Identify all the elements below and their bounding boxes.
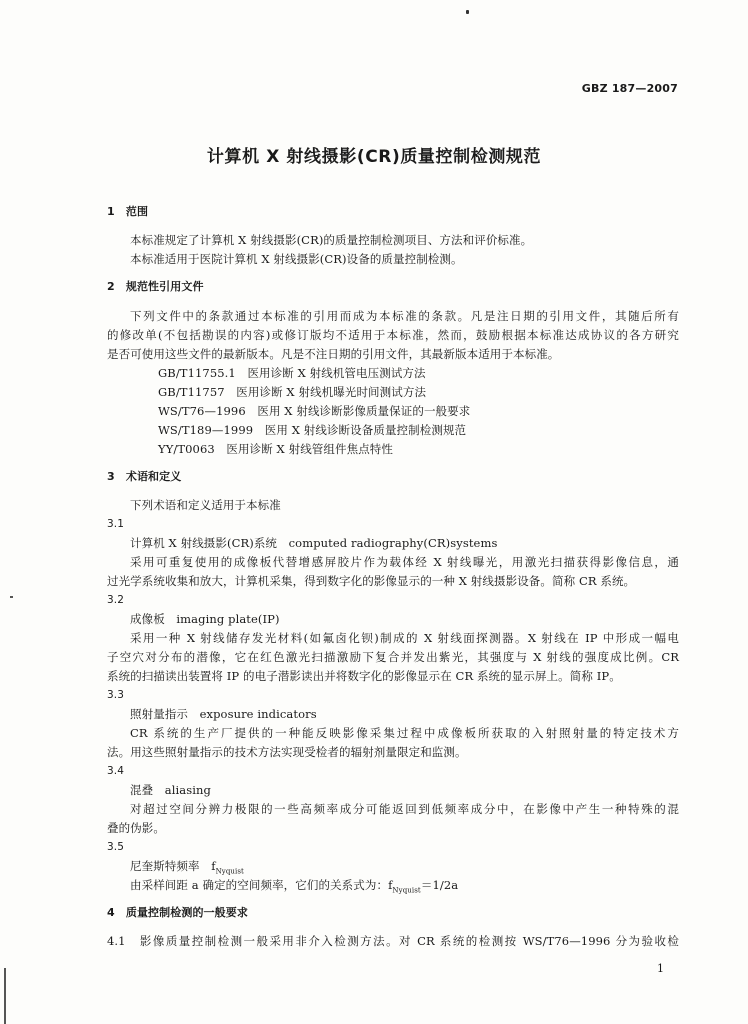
scan-artifact-dot xyxy=(466,10,469,14)
reference-item: GB/T11757 医用诊断 X 射线机曝光时间测试方法 xyxy=(158,385,427,399)
document-title: 计算机 X 射线摄影(CR)质量控制检测规范 xyxy=(206,147,542,167)
term-title: 混叠 aliasing xyxy=(130,783,212,797)
reference-item: GB/T11755.1 医用诊断 X 射线机管电压测试方法 xyxy=(158,366,426,380)
term-title-text: 尼奎斯特频率 f xyxy=(130,859,216,873)
section-1-line-1: 本标准规定了计算机 X 射线摄影(CR)的质量控制检测项目、方法和评价标准。 xyxy=(130,233,533,247)
term-title: 照射量指示 exposure indicators xyxy=(130,707,317,721)
term-definition-line xyxy=(130,878,458,897)
term-definition-line: 过光学系统收集和放大，计算机采集，得到数字化的影像显示的一种 X 射线摄影设备。简称 CR 系统。 xyxy=(107,574,636,588)
section-2-heading: 2 规范性引用文件 xyxy=(107,280,204,293)
term-definition-line: 采用可重复使用的成像板代替增感屏胶片作为载体经 X 射线曝光，用激光扫描获得影像信息，通 xyxy=(130,555,679,569)
section-3-intro: 下列术语和定义适用于本标准 xyxy=(130,498,281,512)
section-1-heading: 1 范围 xyxy=(107,205,149,218)
section-4-heading: 4 质量控制检测的一般要求 xyxy=(107,906,248,919)
section-3-heading: 3 术语和定义 xyxy=(107,470,182,483)
term-title: 计算机 X 射线摄影(CR)系统 computed radiography(CR)systems xyxy=(130,536,498,550)
section-2-para-line-1: 下列文件中的条款通过本标准的引用而成为本标准的条款。凡是注日期的引用文件，其随后所有 xyxy=(130,309,679,323)
formula-subscript: Nyquist xyxy=(392,886,421,895)
term-number: 3.4 xyxy=(107,765,124,777)
term-number: 3.5 xyxy=(107,841,124,853)
term-title xyxy=(130,859,244,878)
reference-item: WS/T189—1999 医用 X 射线诊断设备质量控制检测规范 xyxy=(158,423,467,437)
page-number: 1 xyxy=(657,962,664,975)
formula-tail: ＝1/2a xyxy=(420,878,459,892)
term-title-subscript: Nyquist xyxy=(215,867,244,876)
scan-artifact-tick xyxy=(10,596,13,598)
scan-artifact-edge xyxy=(4,968,6,1024)
formula-text: 由采样间距 a 确定的空间频率，它们的关系式为：f xyxy=(130,878,393,892)
section-1-line-2: 本标准适用于医院计算机 X 射线摄影(CR)设备的质量控制检测。 xyxy=(130,252,463,266)
term-definition-line: 子空穴对分布的潜像，它在红色激光扫描激励下复合并发出紫光，其强度与 X 射线的强度成比例。CR xyxy=(107,650,679,664)
term-number: 3.1 xyxy=(107,518,124,530)
term-definition-line: CR 系统的生产厂提供的一种能反映影像采集过程中成像板所获取的入射照射量的特定技术方 xyxy=(130,726,679,740)
reference-item: WS/T76—1996 医用 X 射线诊断影像质量保证的一般要求 xyxy=(158,404,471,418)
term-definition-line: 系统的扫描读出装置将 IP 的电子潜影读出并将数字化的影像显示在 CR 系统的显示屏上。简称 IP。 xyxy=(107,669,621,683)
reference-item: YY/T0063 医用诊断 X 射线管组件焦点特性 xyxy=(158,442,393,456)
term-number: 3.3 xyxy=(107,689,124,701)
term-definition-line: 采用一种 X 射线储存发光材料(如氟卤化钡)制成的 X 射线面探测器。X 射线在 IP 中形成一幅电 xyxy=(130,631,679,645)
section-2-para-line-2: 的修改单(不包括勘误的内容)或修订版均不适用于本标准，然而，鼓励根据本标准达成协议的各方研究 xyxy=(107,328,679,342)
term-number: 3.2 xyxy=(107,594,124,606)
term-title: 成像板 imaging plate(IP) xyxy=(130,612,280,626)
standard-code: GBZ 187—2007 xyxy=(581,82,678,95)
term-definition-line: 法。用这些照射量指示的技术方法实现受检者的辐射剂量限定和监测。 xyxy=(107,745,467,759)
term-definition-line: 对超过空间分辨力极限的一些高频率成分可能返回到低频率成分中，在影像中产生一种特殊的混 xyxy=(130,802,679,816)
section-2-para-line-3: 是否可使用这些文件的最新版本。凡是不注日期的引用文件，其最新版本适用于本标准。 xyxy=(107,347,560,361)
term-definition-line: 叠的伪影。 xyxy=(107,821,165,835)
section-4-line-1: 4.1 影像质量控制检测一般采用非介入检测方法。对 CR 系统的检测按 WS/T76—1996 分为验收检 xyxy=(107,934,679,948)
